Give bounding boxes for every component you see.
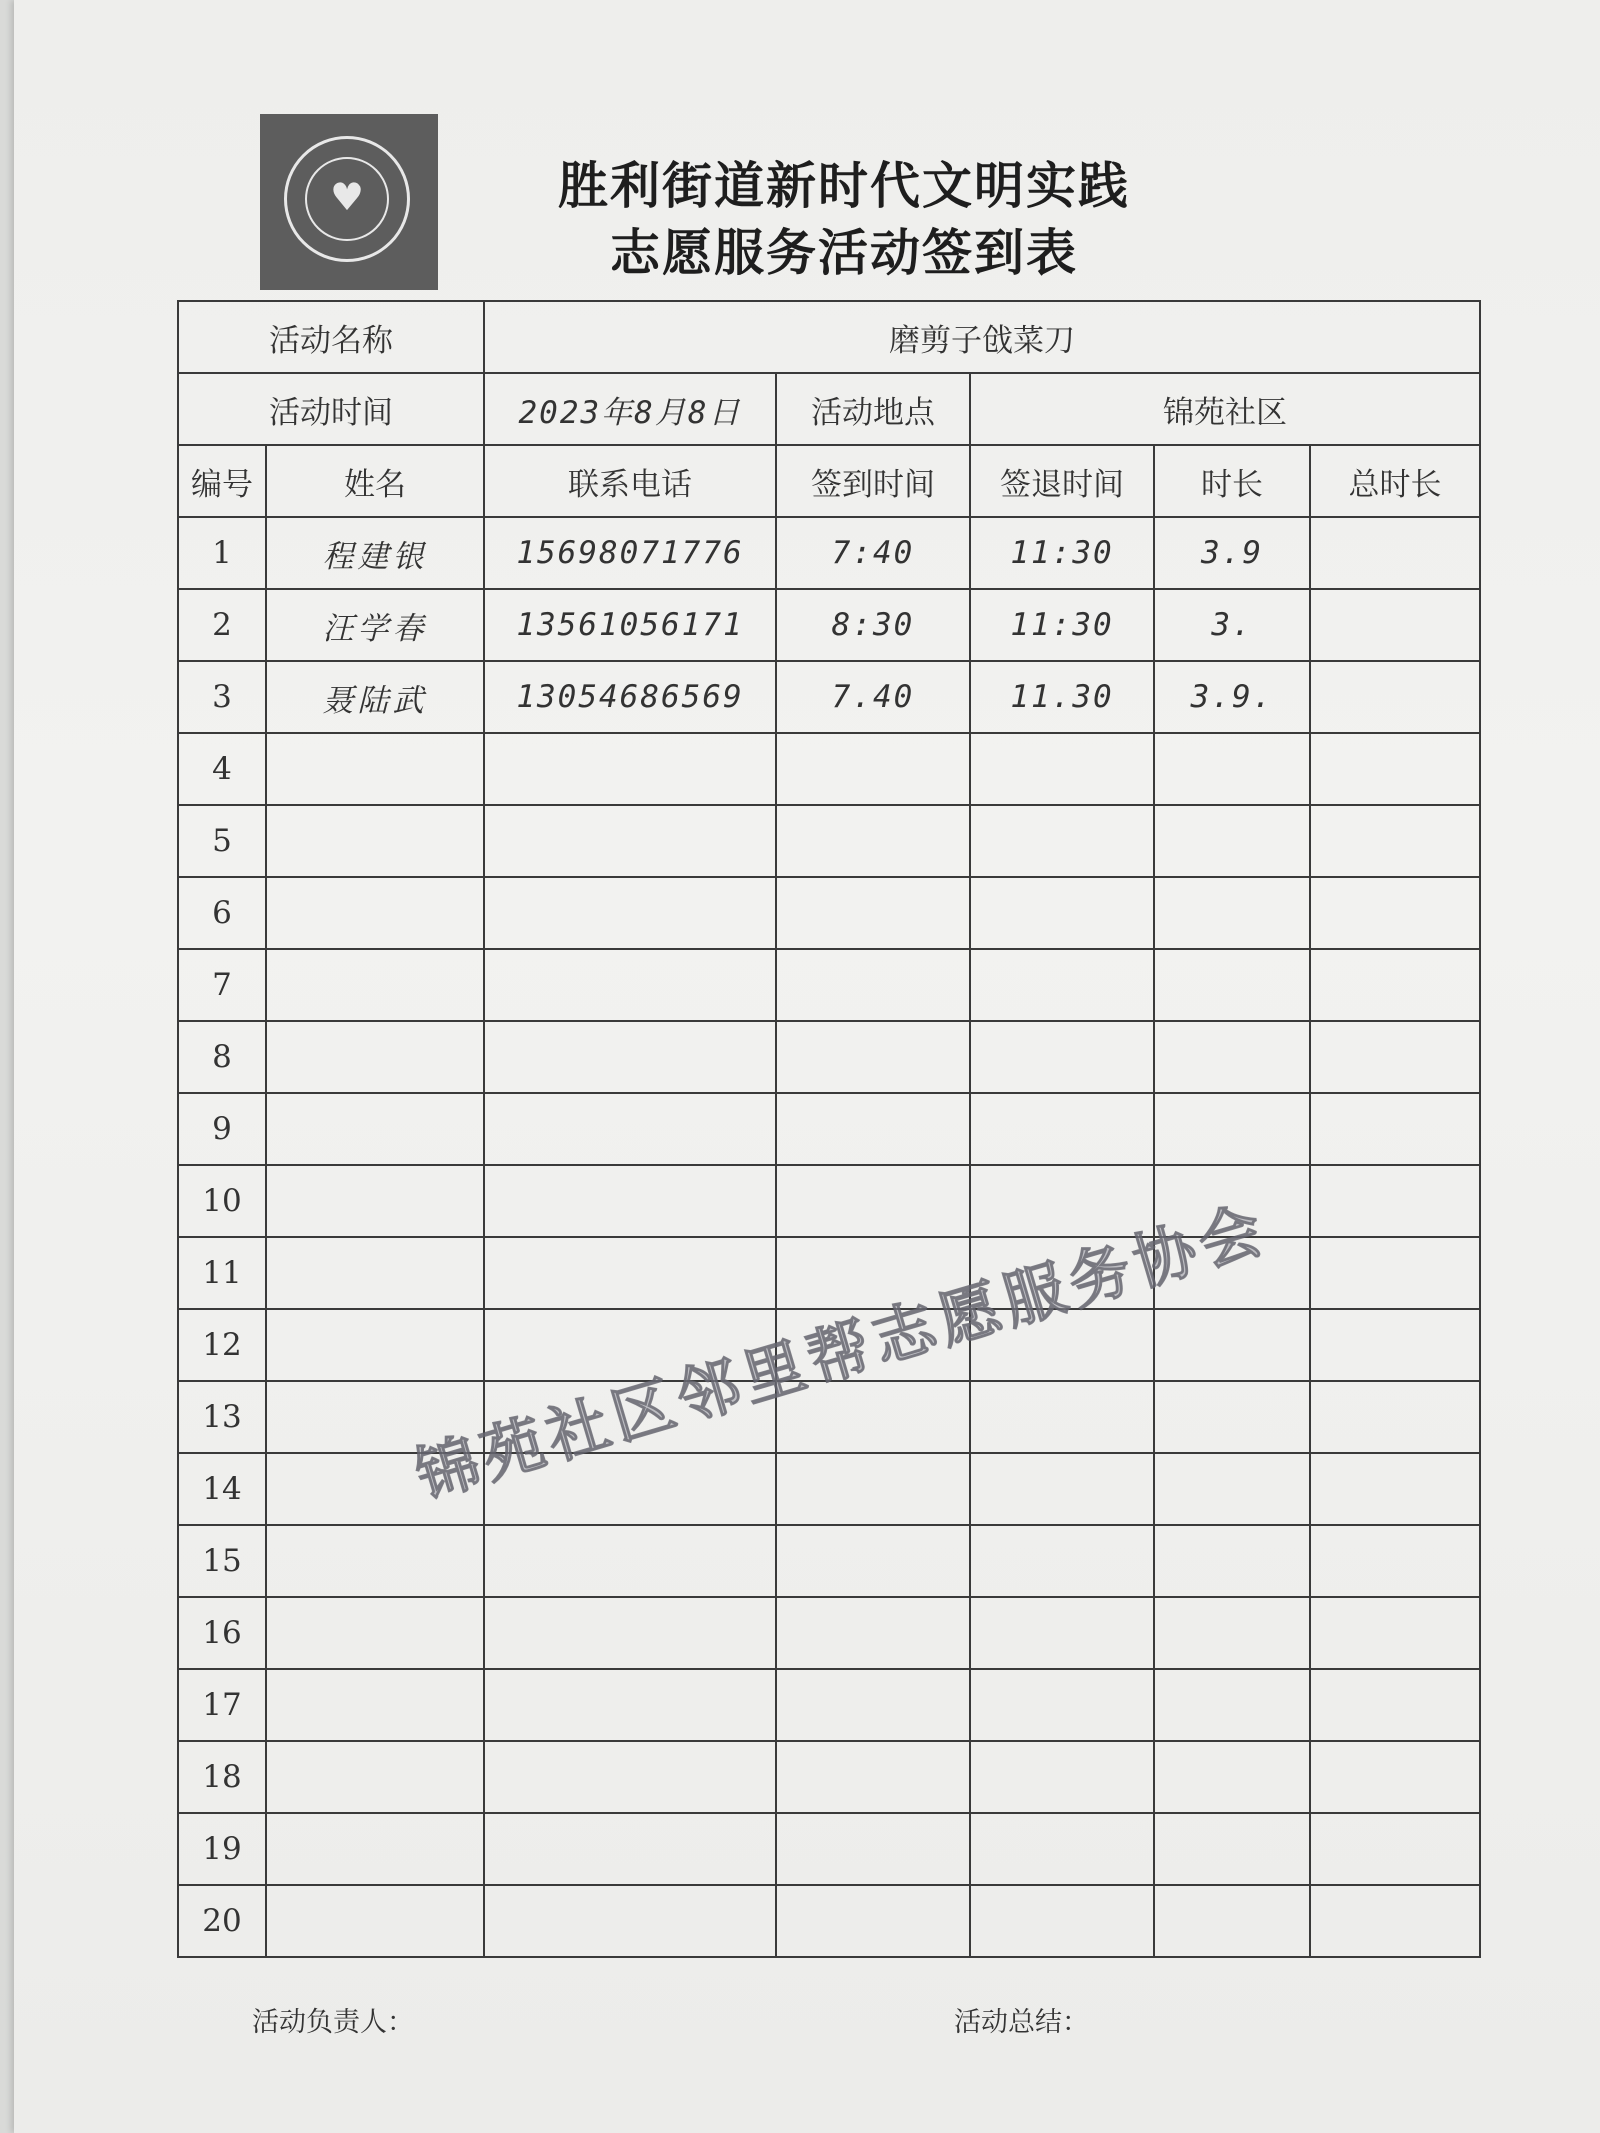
cell-no: 2 <box>178 589 266 661</box>
col-header-duration: 时长 <box>1154 445 1310 517</box>
sheet-title-line1: 胜利街道新时代文明实践 <box>558 157 1130 215</box>
table-row <box>178 1165 1480 1237</box>
cell-total <box>1310 1597 1480 1669</box>
cell-no: 17 <box>178 1669 266 1741</box>
cell-total <box>1310 1093 1480 1165</box>
sheet-title-line2: 志愿服务活动签到表 <box>610 224 1078 282</box>
col-header-sign-in: 签到时间 <box>776 445 970 517</box>
activity-name-label: 活动名称 <box>178 301 484 373</box>
table-body <box>178 517 1480 1957</box>
cell-name <box>266 1741 484 1813</box>
cell-no: 6 <box>178 877 266 949</box>
cell-name <box>266 1165 484 1237</box>
cell-total <box>1310 589 1480 661</box>
cell-total <box>1310 805 1480 877</box>
cell-sign-in <box>776 1669 970 1741</box>
cell-sign-in <box>776 1525 970 1597</box>
cell-sign-in <box>776 949 970 1021</box>
cell-sign-out <box>970 1741 1154 1813</box>
cell-phone: 13054686569 <box>484 661 776 733</box>
cell-sign-in <box>776 1597 970 1669</box>
cell-total <box>1310 517 1480 589</box>
cell-phone <box>484 949 776 1021</box>
cell-sign-in <box>776 805 970 877</box>
cell-name <box>266 949 484 1021</box>
cell-name: 聂陆武 <box>266 661 484 733</box>
cell-sign-out <box>970 805 1154 877</box>
cell-no: 3 <box>178 661 266 733</box>
cell-phone <box>484 1885 776 1957</box>
cell-total <box>1310 1021 1480 1093</box>
cell-duration <box>1154 805 1310 877</box>
cell-name <box>266 1813 484 1885</box>
cell-phone: 13561056171 <box>484 589 776 661</box>
cell-phone <box>484 1813 776 1885</box>
col-header-name: 姓名 <box>266 445 484 517</box>
cell-name <box>266 1093 484 1165</box>
cell-sign-in <box>776 1453 970 1525</box>
cell-name <box>266 1597 484 1669</box>
cell-duration <box>1154 1093 1310 1165</box>
cell-total <box>1310 949 1480 1021</box>
cell-phone <box>484 877 776 949</box>
table-row <box>178 589 1480 661</box>
cell-name <box>266 1309 484 1381</box>
activity-name-row <box>178 301 1480 373</box>
cell-no: 5 <box>178 805 266 877</box>
table-row <box>178 1525 1480 1597</box>
cell-sign-out <box>970 1669 1154 1741</box>
cell-name <box>266 877 484 949</box>
cell-duration <box>1154 1597 1310 1669</box>
organization-logo <box>260 114 438 290</box>
cell-phone <box>484 1165 776 1237</box>
cell-total <box>1310 661 1480 733</box>
table-row <box>178 1453 1480 1525</box>
cell-sign-out <box>970 877 1154 949</box>
activity-name-value: 磨剪子戗菜刀 <box>484 301 1480 373</box>
cell-name <box>266 1525 484 1597</box>
cell-duration <box>1154 1309 1310 1381</box>
cell-sign-out <box>970 1885 1154 1957</box>
cell-sign-out <box>970 733 1154 805</box>
column-header-row <box>178 445 1480 517</box>
cell-name: 程建银 <box>266 517 484 589</box>
cell-name: 汪学春 <box>266 589 484 661</box>
cell-duration <box>1154 1669 1310 1741</box>
cell-duration: 3.9. <box>1154 661 1310 733</box>
activity-time-row <box>178 373 1480 445</box>
association-stamp: 锦苑社区邻里帮志愿服务协会 <box>407 1191 1277 1513</box>
table-row <box>178 1597 1480 1669</box>
activity-place-value: 锦苑社区 <box>970 373 1480 445</box>
activity-time-label: 活动时间 <box>178 373 484 445</box>
cell-total <box>1310 1165 1480 1237</box>
logo-ring <box>284 136 410 262</box>
cell-sign-in <box>776 1165 970 1237</box>
cell-duration: 3.9 <box>1154 517 1310 589</box>
cell-duration <box>1154 1381 1310 1453</box>
cell-no: 9 <box>178 1093 266 1165</box>
col-header-phone: 联系电话 <box>484 445 776 517</box>
cell-sign-out: 11.30 <box>970 661 1154 733</box>
cell-total <box>1310 1741 1480 1813</box>
cell-sign-out: 11:30 <box>970 517 1154 589</box>
table-row <box>178 1885 1480 1957</box>
cell-no: 18 <box>178 1741 266 1813</box>
cell-no: 14 <box>178 1453 266 1525</box>
cell-phone: 15698071776 <box>484 517 776 589</box>
cell-total <box>1310 733 1480 805</box>
table-row <box>178 517 1480 589</box>
heart-hands-icon: ♥ <box>329 175 365 219</box>
cell-phone <box>484 1669 776 1741</box>
table-row <box>178 1669 1480 1741</box>
cell-total <box>1310 1525 1480 1597</box>
cell-sign-in <box>776 877 970 949</box>
sign-in-sheet-paper <box>14 0 1600 2133</box>
cell-duration <box>1154 949 1310 1021</box>
cell-total <box>1310 877 1480 949</box>
cell-total <box>1310 1885 1480 1957</box>
col-header-total: 总时长 <box>1310 445 1480 517</box>
cell-sign-out <box>970 1597 1154 1669</box>
cell-duration <box>1154 1885 1310 1957</box>
cell-no: 16 <box>178 1597 266 1669</box>
cell-no: 4 <box>178 733 266 805</box>
leader-label: 活动负责人： <box>252 2007 414 2038</box>
cell-sign-out <box>970 1093 1154 1165</box>
cell-no: 8 <box>178 1021 266 1093</box>
cell-phone <box>484 1597 776 1669</box>
cell-duration <box>1154 1453 1310 1525</box>
cell-sign-in: 8:30 <box>776 589 970 661</box>
col-header-no: 编号 <box>178 445 266 517</box>
logo-inner-ring <box>305 157 389 241</box>
table-row <box>178 877 1480 949</box>
cell-sign-out: 11:30 <box>970 589 1154 661</box>
cell-phone <box>484 1093 776 1165</box>
cell-name <box>266 1885 484 1957</box>
cell-duration <box>1154 733 1310 805</box>
cell-total <box>1310 1453 1480 1525</box>
table-row <box>178 949 1480 1021</box>
table-row <box>178 805 1480 877</box>
cell-sign-out <box>970 1813 1154 1885</box>
cell-phone <box>484 1525 776 1597</box>
table-row <box>178 1813 1480 1885</box>
cell-sign-out <box>970 1453 1154 1525</box>
cell-phone <box>484 805 776 877</box>
cell-name <box>266 805 484 877</box>
cell-name <box>266 733 484 805</box>
summary-label: 活动总结： <box>954 2007 1089 2038</box>
table-row <box>178 1021 1480 1093</box>
cell-name <box>266 1237 484 1309</box>
table-row <box>178 1237 1480 1309</box>
sign-in-table <box>177 300 1481 1958</box>
cell-phone <box>484 1237 776 1309</box>
cell-no: 20 <box>178 1885 266 1957</box>
cell-duration <box>1154 877 1310 949</box>
table-row <box>178 1093 1480 1165</box>
activity-time-value: 2023年8月8日 <box>484 373 776 445</box>
table-row <box>178 661 1480 733</box>
cell-phone <box>484 733 776 805</box>
cell-no: 15 <box>178 1525 266 1597</box>
cell-no: 11 <box>178 1237 266 1309</box>
cell-duration <box>1154 1525 1310 1597</box>
cell-name <box>266 1021 484 1093</box>
cell-sign-out <box>970 1381 1154 1453</box>
cell-sign-in <box>776 1021 970 1093</box>
cell-total <box>1310 1669 1480 1741</box>
cell-sign-in <box>776 1813 970 1885</box>
cell-sign-out <box>970 1525 1154 1597</box>
cell-no: 19 <box>178 1813 266 1885</box>
cell-phone <box>484 1741 776 1813</box>
cell-sign-out <box>970 949 1154 1021</box>
cell-no: 12 <box>178 1309 266 1381</box>
cell-no: 13 <box>178 1381 266 1453</box>
cell-sign-in <box>776 1741 970 1813</box>
activity-place-label: 活动地点 <box>776 373 970 445</box>
cell-sign-in <box>776 1885 970 1957</box>
cell-duration <box>1154 1813 1310 1885</box>
cell-sign-in <box>776 733 970 805</box>
table-row <box>178 733 1480 805</box>
cell-phone <box>484 1021 776 1093</box>
cell-duration <box>1154 1021 1310 1093</box>
cell-sign-in: 7.40 <box>776 661 970 733</box>
cell-sign-in: 7:40 <box>776 517 970 589</box>
cell-name <box>266 1669 484 1741</box>
cell-duration: 3. <box>1154 589 1310 661</box>
cell-duration <box>1154 1741 1310 1813</box>
cell-total <box>1310 1381 1480 1453</box>
cell-no: 1 <box>178 517 266 589</box>
col-header-sign-out: 签退时间 <box>970 445 1154 517</box>
cell-total <box>1310 1309 1480 1381</box>
cell-sign-out <box>970 1021 1154 1093</box>
cell-sign-in <box>776 1093 970 1165</box>
cell-no: 7 <box>178 949 266 1021</box>
table-row <box>178 1741 1480 1813</box>
cell-no: 10 <box>178 1165 266 1237</box>
cell-total <box>1310 1237 1480 1309</box>
cell-total <box>1310 1813 1480 1885</box>
